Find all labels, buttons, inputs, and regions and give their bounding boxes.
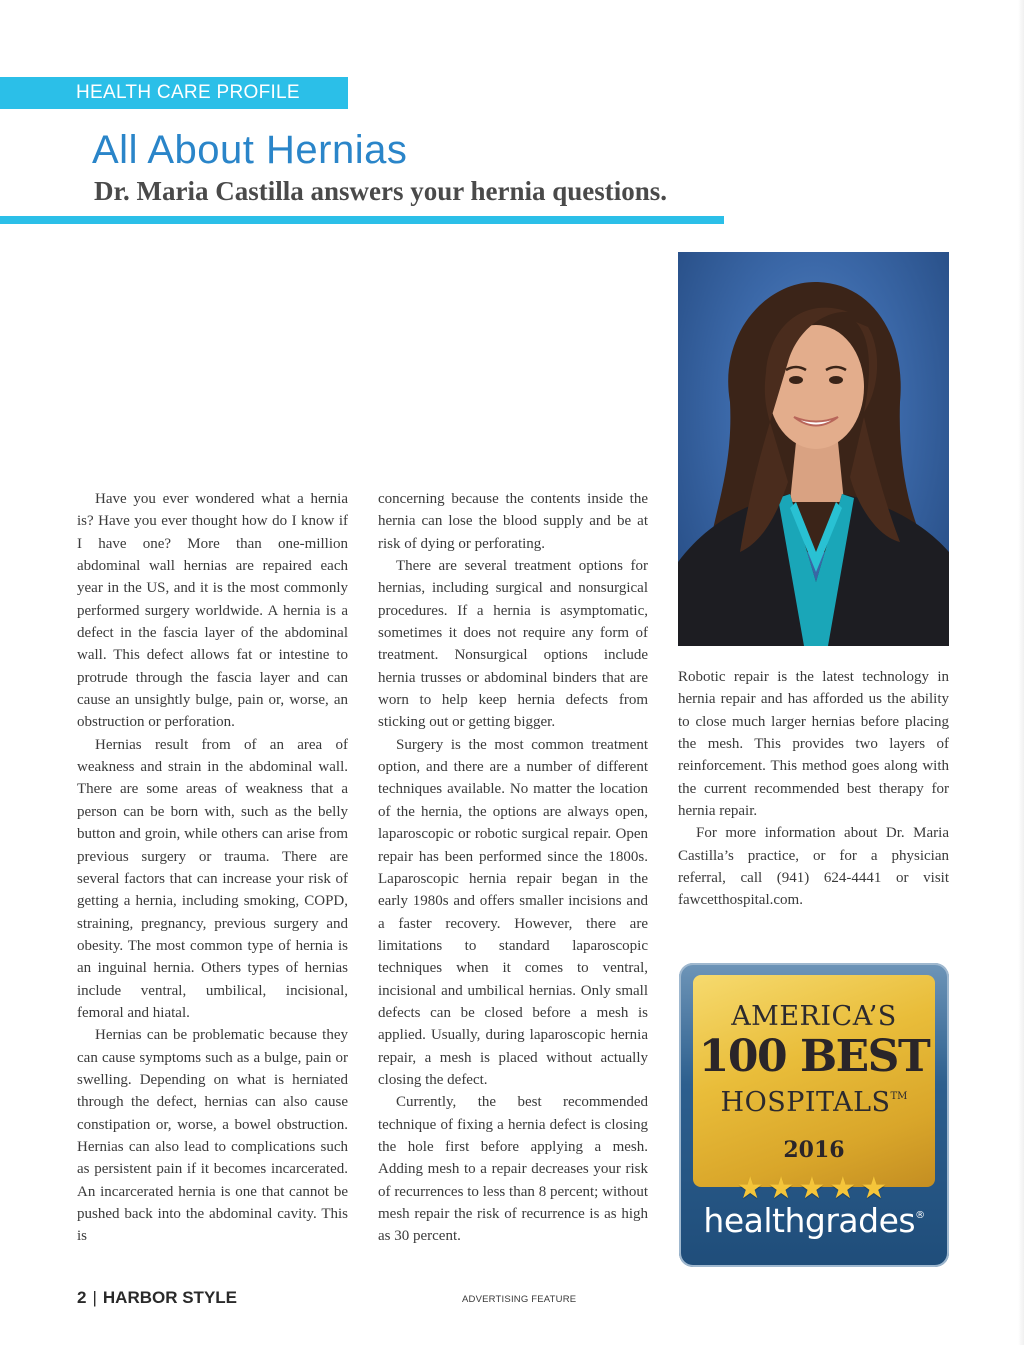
article-column-2 (378, 488, 648, 1248)
badge-line-hospitals (693, 1087, 935, 1118)
page-number: 2 (77, 1288, 87, 1307)
badge-line-100-best: 100 BEST (698, 1031, 930, 1082)
article-paragraph: Surgery is the most common treatment option, and there are a number of different techniques available. No matter the location of the hernia, the options are always open, laparoscopic or robotic surgical repair. Open repair has been performed since the 1800s. Laparoscopic hernia repair began in the early 1980s and offers smaller incisions and a faster recovery. However, there are limitations to standard laparoscopic techniques when it comes to ventral, incisional and umbilical hernias. Only small defects can be closed before a mesh is applied. Usually, during laparoscopic hernia repair, a mesh is placed without actually closing the defect. (378, 736, 648, 1088)
badge-gold-panel (693, 975, 935, 1187)
advertising-feature-label: ADVERTISING FEATURE (462, 1294, 577, 1305)
section-tag: HEALTH CARE PROFILE (0, 77, 348, 109)
article-paragraph: Robotic repair is the latest technology in hernia repair and has afforded us the ability to close much larger hernias before placing the mesh. This provides two layers of reinforcement. This method goes along with the current recommended best therapy for hernia repair. (678, 669, 949, 820)
publication-name: HARBOR STYLE (102, 1288, 238, 1307)
article-column-1 (77, 488, 348, 1248)
page-footer (77, 1288, 237, 1308)
healthgrades-logo (679, 1201, 949, 1240)
five-stars-icon: ★★★★★ (736, 1171, 892, 1206)
portrait-illustration (678, 252, 949, 646)
page-edge (1018, 0, 1024, 1345)
article-subtitle: Dr. Maria Castilla answers your hernia questions. (94, 176, 668, 206)
healthgrades-wordmark: healthgrades (703, 1201, 916, 1240)
footer-separator: | (92, 1288, 97, 1307)
trademark-mark: TM (890, 1091, 908, 1102)
article-paragraph: concerning because the contents inside the hernia can lose the blood supply and be at risk of dying or perforating. (378, 491, 648, 552)
article-column-3 (678, 666, 949, 912)
article-paragraph: Hernias result from of an area of weakness and strain in the abdominal wall. There are some areas of weakness that a person can be born with, such as the belly button and groin, while others can arise from previous surgery or trauma. There are several factors that can increase your risk of getting a hernia, including smoking, COPD, straining, pregnancy, previous surgery and obesity. The most common type of hernia is an inguinal hernia. Others types of hernias include ventral, umbilical, incisional, femoral and hiatal. (77, 736, 348, 1021)
badge-year: 2016 (783, 1137, 845, 1163)
article-paragraph: Currently, the best recommended technique of fixing a hernia defect is closing the hole first before applying a mesh. Adding mesh to a repair decreases your risk of recurrences to less than 8 percent; without mesh repair the risk of recurrence is as high as 30 percent. (378, 1094, 648, 1245)
badge-hospitals-text: HOSPITALS (720, 1087, 891, 1118)
title-underline (0, 216, 724, 224)
article-paragraph: Have you ever wondered what a hernia is? Have you ever thought how do I know if I have one? More than one-million abdominal wall hernias are repaired each year in the US, and it is the most commonly performed surgery worldwide. A hernia is a defect in the fascia layer of the abdominal wall. This defect allows fat or intestine to protrude through the fascia layer and can cause an unsightly bulge, pain or, worse, an obstruction or perforation. (77, 491, 348, 731)
article-title: All About Hernias (92, 128, 408, 172)
doctor-portrait-photo (678, 252, 949, 646)
badge-line-americas: AMERICA’S (731, 1001, 897, 1032)
healthgrades-award-badge (679, 963, 949, 1267)
article-paragraph: Hernias can be problematic because they can cause symptoms such as a bulge, pain or swelling. Depending on what is herniated through the defect, hernias can also cause constipation or, worse, a bowel obstruction. Hernias can also lead to complications such as persistent pain if it becomes incarcerated. An incarcerated hernia is one that cannot be pushed back into the abdominal cavity. This is (77, 1027, 348, 1245)
registered-mark: ® (915, 1210, 925, 1221)
contact-paragraph: For more information about Dr. Maria Castilla’s practice, or for a physician referral, call (941) 624-4441 or visit fawcetthospital.com. (678, 825, 949, 909)
article-paragraph: There are several treatment options for hernias, including surgical and nonsurgical procedures. If a hernia is asymptomatic, sometimes it does not require any form of treatment. Nonsurgical options include hernia trusses or abdominal binders that are worn to help keep hernia defects from sticking out or getting bigger. (378, 558, 648, 731)
